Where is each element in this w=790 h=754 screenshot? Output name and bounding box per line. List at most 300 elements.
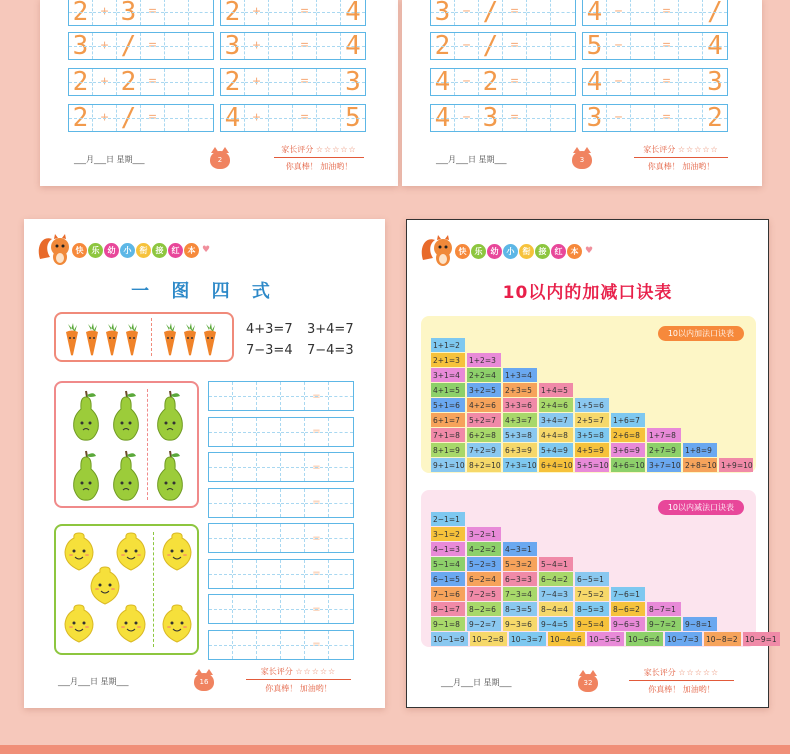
table-row xyxy=(431,458,753,472)
brand-title-bubbles xyxy=(455,244,582,259)
page-number-badge: 2 xyxy=(210,151,230,169)
date-line: ___月___日 星期___ xyxy=(74,155,145,164)
table-cell: 2+4=6 xyxy=(539,398,573,412)
writing-cell[interactable] xyxy=(269,0,293,25)
squirrel-mascot-icon xyxy=(419,234,457,268)
writing-cell-group xyxy=(68,0,214,26)
writing-cell[interactable] xyxy=(233,382,257,410)
writing-cell[interactable]: 4 xyxy=(341,0,365,25)
table-cell: 4−3=1 xyxy=(503,542,537,556)
writing-cell[interactable]: / xyxy=(117,105,141,131)
pear-icon xyxy=(110,389,142,445)
writing-cell[interactable] xyxy=(305,631,329,659)
writing-cell[interactable] xyxy=(189,0,213,25)
table-cell: 8−3=5 xyxy=(503,602,537,616)
writing-cell[interactable] xyxy=(679,105,703,131)
table-cell: 10−1=9 xyxy=(431,632,468,646)
writing-cell[interactable] xyxy=(329,524,353,552)
writing-cell[interactable]: = xyxy=(655,105,679,131)
writing-cell[interactable] xyxy=(233,595,257,623)
writing-cell[interactable]: − xyxy=(455,33,479,59)
table-cell: 10−6=4 xyxy=(626,632,663,646)
table-cell: 7−2=5 xyxy=(467,587,501,601)
writing-cell[interactable] xyxy=(551,0,575,25)
date-line: ___月___日 星期___ xyxy=(436,155,507,164)
table-row xyxy=(431,428,681,442)
table-row xyxy=(431,383,573,397)
table-cell: 8+1=9 xyxy=(431,443,465,457)
writing-cell[interactable] xyxy=(165,0,189,25)
table-cell: 4−2=2 xyxy=(467,542,501,556)
table-cell: 4+2=6 xyxy=(467,398,501,412)
writing-cell[interactable] xyxy=(305,524,329,552)
star-rating-icon[interactable]: ☆☆☆☆☆ xyxy=(677,145,719,154)
writing-cell[interactable]: 4 xyxy=(431,105,455,131)
writing-cell[interactable]: 4 xyxy=(583,69,607,95)
praise-text: 你真棒！ 加油哟！ xyxy=(648,685,715,694)
writing-cell[interactable] xyxy=(329,453,353,481)
star-rating-icon[interactable]: ☆☆☆☆☆ xyxy=(295,667,337,676)
writing-cell[interactable] xyxy=(317,0,341,25)
pear-icon xyxy=(154,389,186,445)
writing-cell[interactable]: = xyxy=(655,69,679,95)
writing-cell[interactable]: = xyxy=(293,0,317,25)
writing-cell[interactable] xyxy=(305,418,329,446)
brand-char: 小 xyxy=(503,244,518,259)
equation-row xyxy=(208,523,354,553)
writing-cell[interactable] xyxy=(329,382,353,410)
writing-cell[interactable]: − xyxy=(607,0,631,25)
writing-cell[interactable]: − xyxy=(607,33,631,59)
table-cell: 5−3=2 xyxy=(503,557,537,571)
writing-cell[interactable]: − xyxy=(455,69,479,95)
writing-cell[interactable] xyxy=(165,105,189,131)
pear-icon xyxy=(154,449,186,505)
writing-cell[interactable] xyxy=(269,69,293,95)
equals-sign: = xyxy=(312,603,321,615)
table-cell: 3+5=8 xyxy=(575,428,609,442)
writing-cell[interactable]: + xyxy=(93,33,117,59)
writing-cell[interactable]: = xyxy=(141,69,165,95)
lemon-icon xyxy=(160,604,194,648)
heart-icon: ♥ xyxy=(202,245,211,255)
equation-3: 7−3=4 xyxy=(246,343,293,358)
table-row xyxy=(431,443,717,457)
writing-cell[interactable]: 2 xyxy=(431,33,455,59)
writing-cell[interactable]: 2 xyxy=(69,105,93,131)
writing-cell[interactable]: / xyxy=(479,33,503,59)
writing-cell[interactable] xyxy=(257,382,281,410)
writing-cell[interactable] xyxy=(257,524,281,552)
writing-cell[interactable] xyxy=(329,560,353,588)
writing-cell[interactable] xyxy=(329,631,353,659)
writing-cell[interactable] xyxy=(209,418,233,446)
equals-sign: = xyxy=(312,461,321,473)
writing-row xyxy=(68,32,366,60)
table-cell: 9−1=8 xyxy=(431,617,465,631)
table-row xyxy=(431,617,717,631)
writing-cell[interactable]: 3 xyxy=(703,69,727,95)
equation-row xyxy=(208,381,354,411)
writing-cell[interactable] xyxy=(305,489,329,517)
writing-cell[interactable]: 3 xyxy=(583,105,607,131)
writing-cell[interactable] xyxy=(551,69,575,95)
table-cell: 10−8=2 xyxy=(704,632,741,646)
writing-cell[interactable]: = xyxy=(293,105,317,131)
writing-row xyxy=(430,68,728,96)
table-cell: 7−1=6 xyxy=(431,587,465,601)
writing-cell[interactable]: 4 xyxy=(431,69,455,95)
table-cell: 3+4=7 xyxy=(539,413,573,427)
writing-cell[interactable] xyxy=(281,524,305,552)
table-cell: 2−1=1 xyxy=(431,512,465,526)
table-cell: 3−1=2 xyxy=(431,527,465,541)
table-cell: 3+1=4 xyxy=(431,368,465,382)
page-number-badge: 3 xyxy=(572,151,592,169)
parent-score xyxy=(634,144,728,172)
writing-cell[interactable] xyxy=(317,105,341,131)
writing-cell[interactable] xyxy=(281,418,305,446)
equation-row xyxy=(208,559,354,589)
writing-cell[interactable]: 2 xyxy=(69,69,93,95)
writing-cell[interactable] xyxy=(527,69,551,95)
carrot-picture-box xyxy=(54,312,234,362)
table-cell: 3+2=5 xyxy=(467,383,501,397)
writing-cell-group xyxy=(582,68,728,96)
table-row xyxy=(431,398,609,412)
table-cell: 4+4=8 xyxy=(539,428,573,442)
writing-cell[interactable] xyxy=(257,489,281,517)
writing-cell[interactable] xyxy=(209,595,233,623)
writing-cell[interactable]: 5 xyxy=(341,105,365,131)
lemon-icon xyxy=(160,532,194,576)
brand-char: 乐 xyxy=(471,244,486,259)
writing-cell[interactable]: 3 xyxy=(221,33,245,59)
writing-cell[interactable]: 3 xyxy=(69,33,93,59)
writing-cell-group xyxy=(220,0,366,26)
writing-cell[interactable]: 3 xyxy=(117,0,141,25)
table-cell: 8+2=10 xyxy=(467,458,501,472)
writing-cell[interactable] xyxy=(305,453,329,481)
table-cell: 3+7=10 xyxy=(647,458,681,472)
writing-cell[interactable] xyxy=(233,560,257,588)
writing-cell[interactable]: = xyxy=(503,105,527,131)
carrot-icon xyxy=(104,322,118,354)
writing-cell[interactable] xyxy=(527,105,551,131)
writing-cell[interactable] xyxy=(305,382,329,410)
table-cell: 10−7=3 xyxy=(665,632,702,646)
writing-cell[interactable] xyxy=(269,105,293,131)
table-cell: 5+4=9 xyxy=(539,443,573,457)
table-cell: 9+1=10 xyxy=(431,458,465,472)
workbook-page-3 xyxy=(402,0,762,186)
writing-cell[interactable] xyxy=(317,33,341,59)
writing-cell[interactable]: = xyxy=(141,0,165,25)
table-cell: 9−5=4 xyxy=(575,617,609,631)
equation-row xyxy=(208,452,354,482)
table-cell: 1+8=9 xyxy=(683,443,717,457)
table-cell: 6−1=5 xyxy=(431,572,465,586)
table-cell: 9−6=3 xyxy=(611,617,645,631)
writing-cell[interactable]: − xyxy=(607,69,631,95)
table-cell: 3+6=9 xyxy=(611,443,645,457)
brand-char: 幼 xyxy=(487,244,502,259)
writing-cell[interactable] xyxy=(233,489,257,517)
writing-cell-group xyxy=(430,104,576,132)
equation-1: 4+3=7 xyxy=(246,322,293,337)
table-cell: 9−7=2 xyxy=(647,617,681,631)
writing-cell[interactable] xyxy=(679,0,703,25)
equals-sign: = xyxy=(312,426,321,437)
writing-cell[interactable]: 4 xyxy=(341,33,365,59)
writing-cell[interactable]: 4 xyxy=(703,33,727,59)
equals-sign: = xyxy=(312,532,321,544)
writing-cell[interactable] xyxy=(281,560,305,588)
table-cell: 10−5=5 xyxy=(587,632,624,646)
writing-cell[interactable] xyxy=(281,453,305,481)
writing-cell[interactable] xyxy=(527,33,551,59)
table-cell: 5+1=6 xyxy=(431,398,465,412)
brand-char: 快 xyxy=(455,244,470,259)
carrot-icon xyxy=(84,322,98,354)
table-cell: 8−6=2 xyxy=(611,602,645,616)
brand-char: 快 xyxy=(72,243,87,258)
table-cell: 1+3=4 xyxy=(503,368,537,382)
writing-cell-group xyxy=(430,32,576,60)
writing-cell[interactable] xyxy=(281,631,305,659)
brand-char: 接 xyxy=(535,244,550,259)
writing-cell[interactable] xyxy=(189,69,213,95)
addition-table-header: 10以内加法口诀表 xyxy=(658,326,744,341)
writing-cell[interactable] xyxy=(257,453,281,481)
writing-cell[interactable] xyxy=(189,33,213,59)
writing-cell[interactable]: + xyxy=(93,0,117,25)
writing-cell[interactable] xyxy=(679,33,703,59)
table-cell: 7−6=1 xyxy=(611,587,645,601)
writing-cell[interactable] xyxy=(189,105,213,131)
writing-cell[interactable]: = xyxy=(503,0,527,25)
writing-cell[interactable] xyxy=(329,418,353,446)
table-cell: 5−4=1 xyxy=(539,557,573,571)
writing-cell[interactable] xyxy=(209,453,233,481)
table-row xyxy=(431,632,780,646)
table-cell: 2+8=10 xyxy=(683,458,717,472)
writing-cell[interactable]: = xyxy=(141,105,165,131)
lemon-icon xyxy=(62,604,96,648)
writing-cell[interactable] xyxy=(631,33,655,59)
table-cell: 7−5=2 xyxy=(575,587,609,601)
divider xyxy=(153,532,154,647)
table-cell: 7+3=10 xyxy=(503,458,537,472)
table-cell: 9−3=6 xyxy=(503,617,537,631)
table-cell: 4+1=5 xyxy=(431,383,465,397)
table-cell: 5+2=7 xyxy=(467,413,501,427)
writing-cell[interactable] xyxy=(551,33,575,59)
table-cell: 10−4=6 xyxy=(548,632,585,646)
table-cell: 5−2=3 xyxy=(467,557,501,571)
writing-cell[interactable] xyxy=(329,489,353,517)
table-cell: 8−7=1 xyxy=(647,602,681,616)
writing-cell[interactable]: = xyxy=(293,33,317,59)
writing-cell[interactable]: + xyxy=(245,105,269,131)
table-cell: 6+3=9 xyxy=(503,443,537,457)
carrot-icon xyxy=(202,322,216,354)
squirrel-mascot-icon xyxy=(36,233,74,267)
table-row xyxy=(431,587,645,601)
table-cell: 9−8=1 xyxy=(683,617,717,631)
writing-cell[interactable] xyxy=(209,631,233,659)
writing-cell[interactable]: 2 xyxy=(117,69,141,95)
writing-cell[interactable] xyxy=(233,631,257,659)
writing-cell[interactable] xyxy=(233,453,257,481)
writing-cell-group xyxy=(430,0,576,26)
parent-score xyxy=(274,144,364,172)
brand-char: 衔 xyxy=(136,243,151,258)
writing-cell[interactable] xyxy=(317,69,341,95)
equals-sign: = xyxy=(312,568,321,579)
writing-cell[interactable] xyxy=(631,105,655,131)
writing-cell[interactable] xyxy=(209,489,233,517)
writing-cell[interactable]: = xyxy=(503,33,527,59)
writing-cell[interactable]: 4 xyxy=(221,105,245,131)
writing-cell[interactable]: 2 xyxy=(479,69,503,95)
carrot-icon xyxy=(182,322,196,354)
parent-score xyxy=(246,666,351,694)
writing-cell[interactable] xyxy=(257,631,281,659)
equals-sign: = xyxy=(312,497,321,508)
writing-cell[interactable]: 2 xyxy=(703,105,727,131)
writing-cell[interactable]: = xyxy=(655,33,679,59)
writing-cell[interactable]: + xyxy=(245,33,269,59)
writing-cell[interactable]: / xyxy=(703,0,727,25)
carrot-icon xyxy=(64,322,78,354)
writing-cell-group xyxy=(68,68,214,96)
writing-cell[interactable] xyxy=(281,382,305,410)
writing-cell[interactable]: = xyxy=(141,33,165,59)
writing-cell[interactable] xyxy=(257,418,281,446)
table-cell: 6−5=1 xyxy=(575,572,609,586)
pear-picture-box xyxy=(54,381,199,508)
writing-cell[interactable] xyxy=(165,33,189,59)
score-label: 家长评分 xyxy=(260,667,293,676)
writing-cell[interactable]: = xyxy=(503,69,527,95)
writing-cell[interactable]: 2 xyxy=(69,0,93,25)
table-cell: 4+6=10 xyxy=(611,458,645,472)
writing-cell[interactable]: 3 xyxy=(341,69,365,95)
writing-cell[interactable] xyxy=(631,69,655,95)
divider xyxy=(147,389,148,500)
table-cell: 4+5=9 xyxy=(575,443,609,457)
writing-cell[interactable] xyxy=(209,382,233,410)
writing-cell[interactable] xyxy=(281,595,305,623)
writing-cell[interactable] xyxy=(679,69,703,95)
table-cell: 5−1=4 xyxy=(431,557,465,571)
writing-cell[interactable] xyxy=(527,0,551,25)
table-cell: 10−3=7 xyxy=(509,632,546,646)
table-row xyxy=(431,602,681,616)
table-cell: 2+7=9 xyxy=(647,443,681,457)
writing-cell[interactable] xyxy=(305,595,329,623)
writing-cell[interactable] xyxy=(257,560,281,588)
writing-cell[interactable] xyxy=(233,524,257,552)
equation-row xyxy=(208,417,354,447)
table-cell: 6+1=7 xyxy=(431,413,465,427)
writing-cell[interactable] xyxy=(269,33,293,59)
writing-cell[interactable]: − xyxy=(607,105,631,131)
writing-cell[interactable] xyxy=(233,418,257,446)
brand-char: 小 xyxy=(120,243,135,258)
writing-cell[interactable]: 2 xyxy=(221,69,245,95)
writing-cell[interactable]: 3 xyxy=(431,0,455,25)
writing-cell[interactable]: + xyxy=(245,0,269,25)
date-line: ___月___日 星期___ xyxy=(441,678,512,687)
carrot-icon xyxy=(162,322,176,354)
writing-cell[interactable]: + xyxy=(93,105,117,131)
writing-cell[interactable]: − xyxy=(455,105,479,131)
writing-cell[interactable] xyxy=(305,560,329,588)
writing-cell[interactable] xyxy=(281,489,305,517)
table-cell: 1+5=6 xyxy=(575,398,609,412)
writing-cell[interactable]: = xyxy=(293,69,317,95)
writing-cell-group xyxy=(220,68,366,96)
star-rating-icon[interactable]: ☆☆☆☆☆ xyxy=(678,668,720,677)
writing-cell[interactable]: / xyxy=(479,0,503,25)
star-rating-icon[interactable]: ☆☆☆☆☆ xyxy=(315,145,357,154)
workbook-page-16 xyxy=(24,219,385,708)
writing-cell[interactable]: + xyxy=(245,69,269,95)
writing-cell[interactable] xyxy=(209,560,233,588)
writing-cell[interactable] xyxy=(551,105,575,131)
writing-cell[interactable]: 4 xyxy=(583,0,607,25)
table-cell: 6−3=3 xyxy=(503,572,537,586)
table-cell: 10−2=8 xyxy=(470,632,507,646)
carrot-icon xyxy=(124,322,138,354)
brand-header xyxy=(419,234,593,268)
writing-cell[interactable]: = xyxy=(655,0,679,25)
writing-cell[interactable]: 2 xyxy=(221,0,245,25)
brand-char: 红 xyxy=(551,244,566,259)
table-row xyxy=(431,353,501,367)
writing-cell[interactable] xyxy=(257,595,281,623)
brand-char: 衔 xyxy=(519,244,534,259)
table-cell: 1+9=10 xyxy=(719,458,753,472)
writing-cell[interactable]: 5 xyxy=(583,33,607,59)
table-cell: 2+5=7 xyxy=(575,413,609,427)
page-number-badge: 16 xyxy=(194,673,214,691)
equals-sign: = xyxy=(312,639,321,650)
table-row xyxy=(431,338,465,352)
brand-header xyxy=(36,233,210,267)
table-cell: 8−4=4 xyxy=(539,602,573,616)
writing-cell[interactable] xyxy=(165,69,189,95)
writing-row xyxy=(68,0,366,26)
writing-cell[interactable] xyxy=(329,595,353,623)
lemon-picture-box xyxy=(54,524,199,655)
parent-score xyxy=(629,667,734,695)
writing-cell[interactable]: + xyxy=(93,69,117,95)
writing-cell[interactable]: 3 xyxy=(479,105,503,131)
date-line: ___月___日 星期___ xyxy=(58,677,129,686)
table-cell: 7+1=8 xyxy=(431,428,465,442)
writing-cell[interactable] xyxy=(631,0,655,25)
writing-cell-group xyxy=(430,68,576,96)
writing-cell[interactable]: − xyxy=(455,0,479,25)
writing-cell[interactable]: / xyxy=(117,33,141,59)
equals-sign: = xyxy=(312,390,321,402)
writing-cell[interactable] xyxy=(209,524,233,552)
pear-icon xyxy=(70,449,102,505)
writing-cell-group xyxy=(68,32,214,60)
